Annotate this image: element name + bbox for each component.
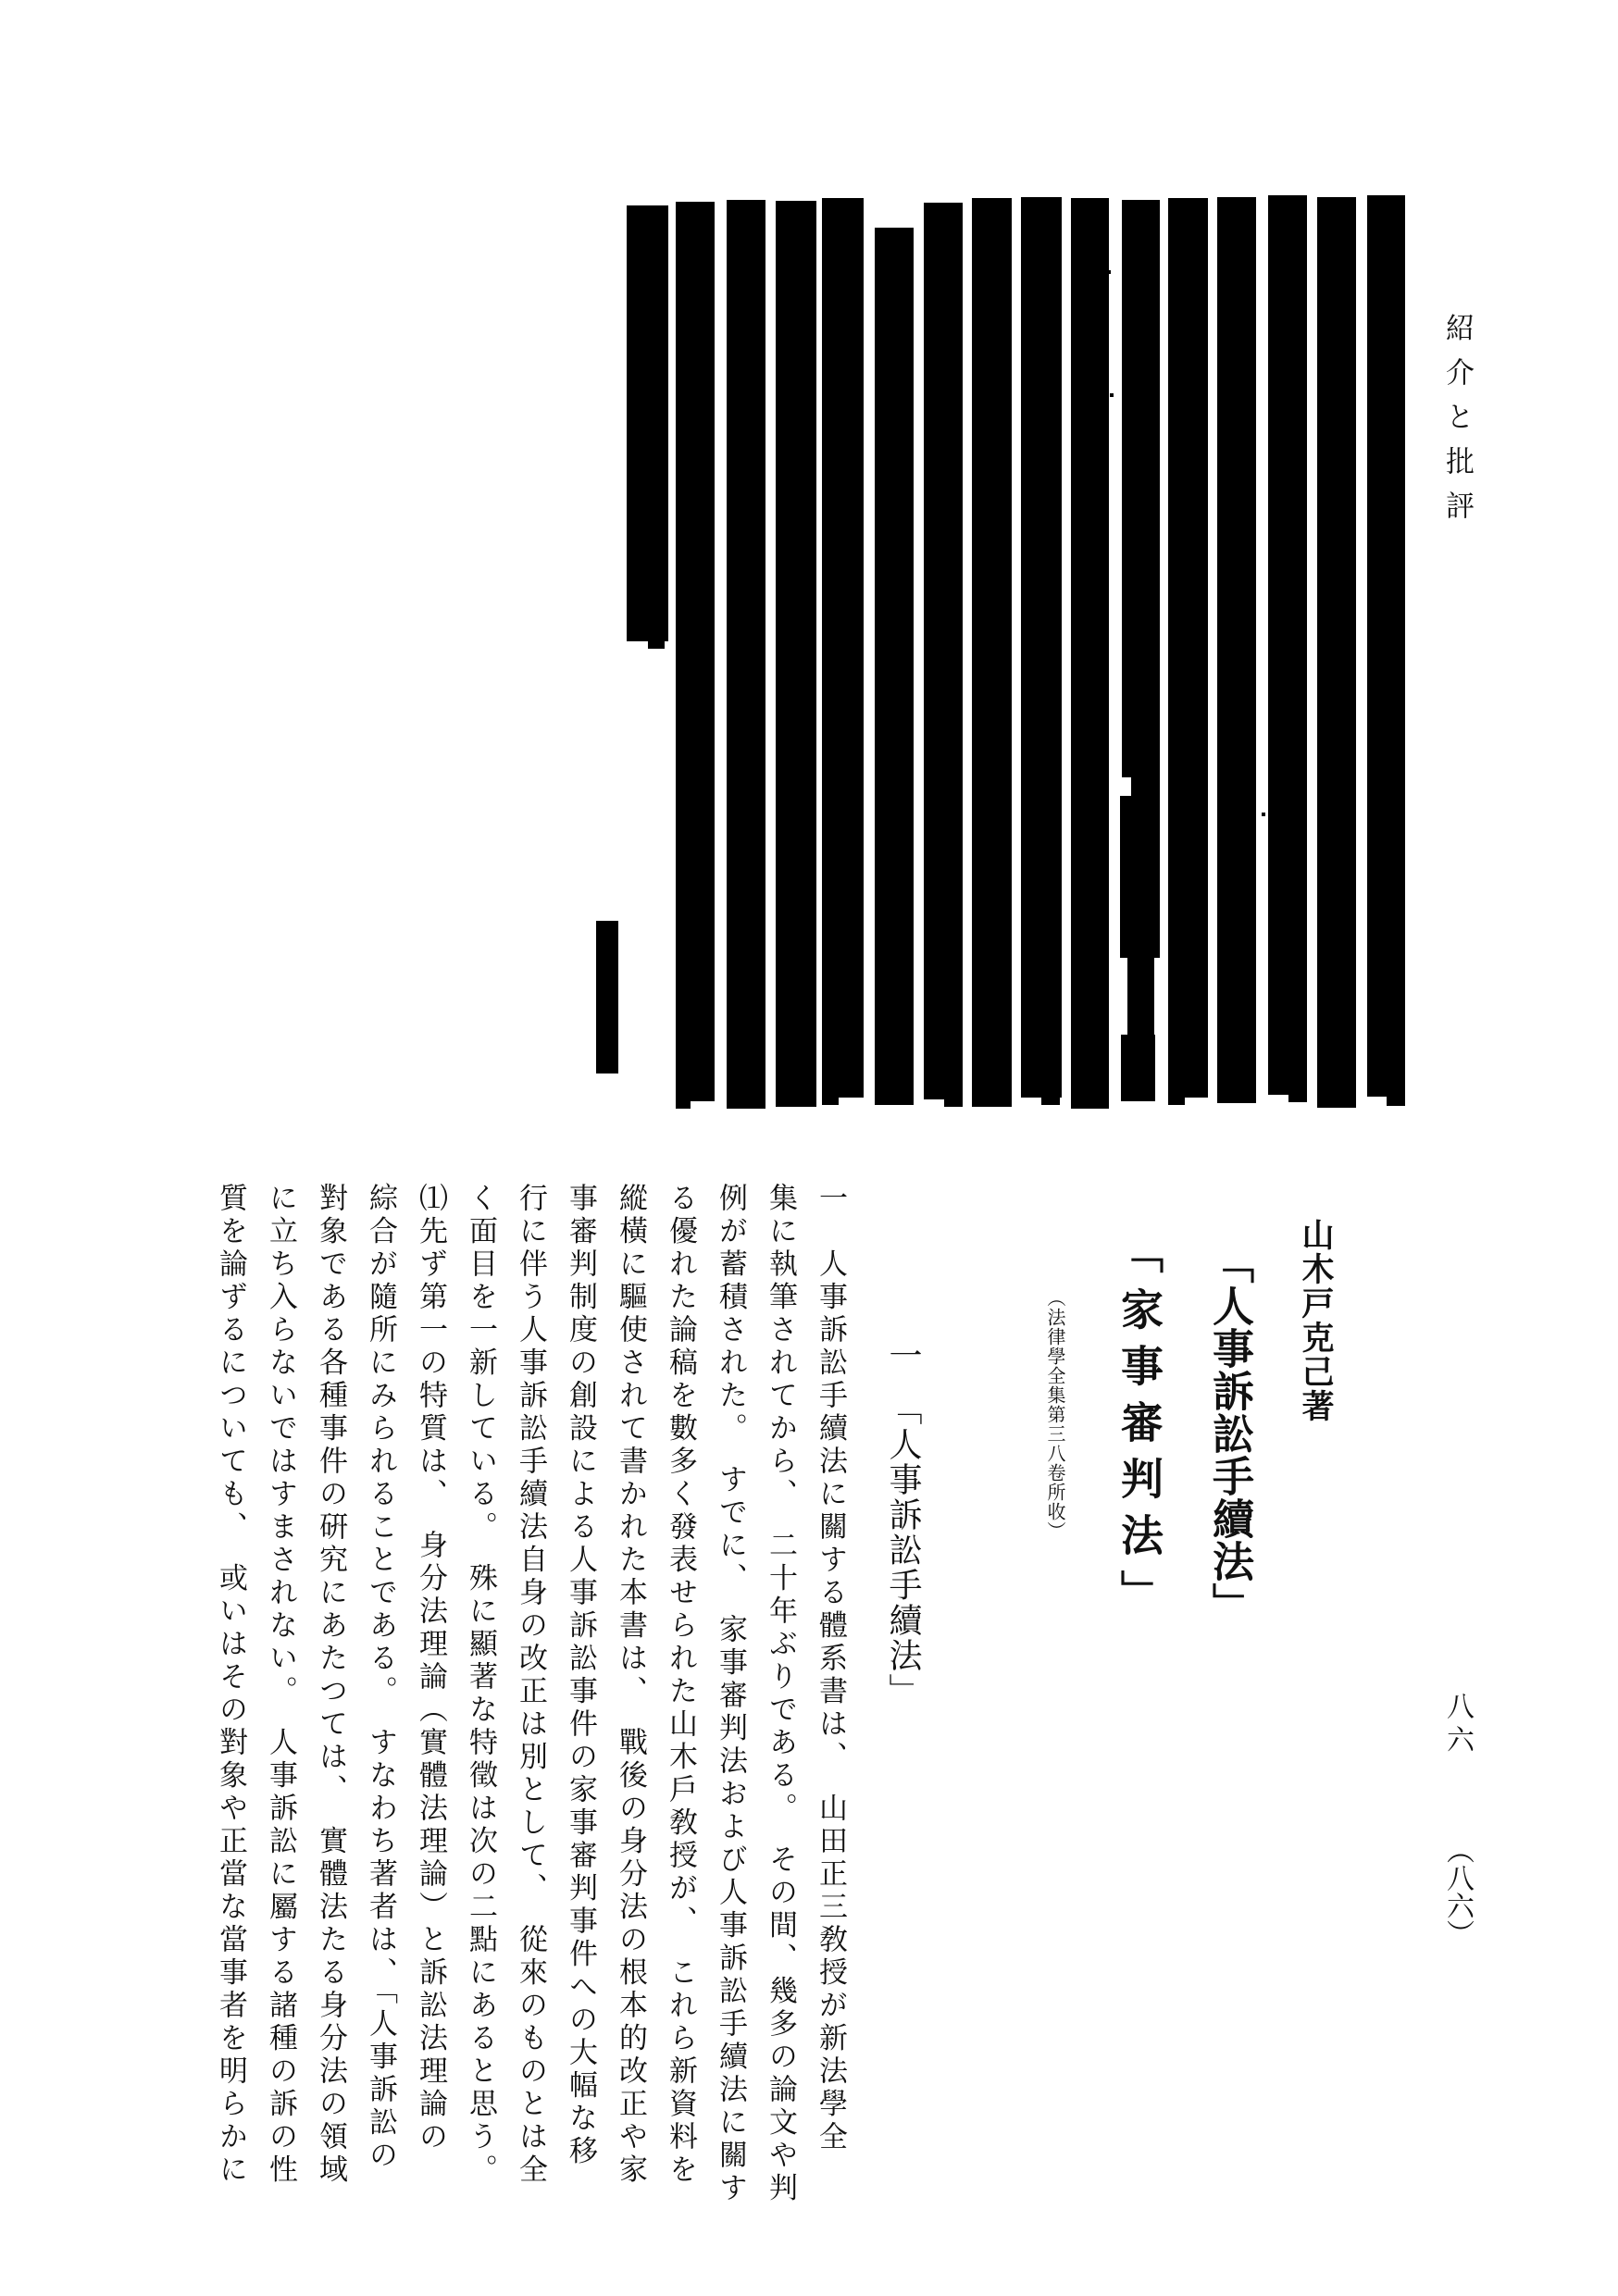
redaction-bar <box>1021 197 1062 1098</box>
redaction-bar <box>1122 200 1160 777</box>
body-column: る優れた論稿を數多く發表せられた山木戶敎授が、 これら新資料を <box>664 1183 697 2187</box>
redaction-bar <box>1367 195 1405 1097</box>
running-head: 紹介と批評 <box>1440 313 1474 535</box>
redaction-bar <box>1107 270 1111 274</box>
redaction-bar <box>924 203 963 1099</box>
redaction-bar <box>596 921 618 1074</box>
redaction-bar <box>663 402 667 406</box>
body-column: 質を論ずるについても、 或いはその對象や正當な當事者を明らかに <box>214 1183 247 2187</box>
redaction-bar <box>1262 813 1265 816</box>
redaction-bar <box>727 200 765 1109</box>
body-column: 集に執筆されてから、 二十年ぶりである。 その間、幾多の論文や判 <box>764 1183 797 2205</box>
body-column: 綜合が隨所にみられることである。 すなわち著者は、「人事訴訟の <box>364 1183 397 2173</box>
book-author: 山木戸克己著 <box>1297 1218 1335 1423</box>
book-title-1: 「人事訴訟手續法」 <box>1205 1242 1254 1625</box>
redaction-bar <box>944 1099 963 1107</box>
redaction-bar <box>664 424 667 428</box>
body-column: ⑴先ず第一の特質は、 身分法理論（實體法理論）と訴訟法理論の <box>414 1183 447 2154</box>
redaction-bar <box>1121 1035 1155 1101</box>
body-column: 事審判制度の創設による人事訴訟事件の家事審判事件への大幅な移 <box>564 1183 597 2168</box>
redaction-bar <box>676 202 715 1101</box>
redaction-bar <box>822 1098 839 1105</box>
redaction-bar <box>1317 197 1356 1108</box>
redaction-bar <box>1071 198 1109 1109</box>
redaction-bar <box>1168 1098 1185 1105</box>
body-column: 行に伴う人事訴訟手續法自身の改正は別として、 從來のものとは全 <box>514 1183 547 2187</box>
section-heading: 一 「人事訴訟手續法」 <box>884 1338 922 1708</box>
redaction-bar <box>1041 1098 1060 1105</box>
redaction-bar <box>1268 195 1307 1095</box>
book-title-2: 「家事審判法」 <box>1114 1231 1164 1626</box>
body-column: く面目を一新している。 殊に顯著な特徵は次の二點にあると思う。 <box>464 1183 497 2187</box>
body-column: 例が蓄積された。 すでに、 家事審判法および人事訴訟手續法に關す <box>714 1183 747 2205</box>
redaction-bar <box>1127 958 1154 1035</box>
redaction-bar <box>1131 777 1160 796</box>
redaction-bar <box>627 205 668 641</box>
body-text <box>205 1183 855 2275</box>
body-column: 一 人事訴訟手續法に關する體系書は、 山田正三敎授が新法學全 <box>814 1183 847 2154</box>
redaction-bar <box>1217 197 1256 1103</box>
redaction-bar <box>1288 1095 1307 1102</box>
redaction-bar <box>648 641 665 649</box>
body-column: 縱橫に驅使されて書かれた本書は、 戰後の身分法の根本的改正や家 <box>614 1183 647 2187</box>
page-number: 八六 <box>1441 1692 1474 1758</box>
redaction-bar <box>822 198 864 1098</box>
redaction-bar <box>875 228 914 1105</box>
redaction-bar <box>972 198 1012 1107</box>
redaction-bar <box>1110 393 1114 397</box>
redaction-bar <box>1387 1097 1405 1106</box>
redaction-bar <box>1168 198 1208 1098</box>
body-column: に立ち入らないではすまされない。 人事訴訟に屬する諸種の訴の性 <box>264 1183 297 2187</box>
redaction-bar <box>1120 796 1160 958</box>
redaction-bar <box>776 201 816 1107</box>
page-number-paren: （八六） <box>1441 1836 1474 1947</box>
redaction-bar <box>676 1101 691 1109</box>
body-column: 對象である各種事件の硏究にあたつては、 實體法たる身分法の領域 <box>314 1183 347 2187</box>
series-note: （法律學全集第三八卷所收） <box>1044 1288 1066 1541</box>
